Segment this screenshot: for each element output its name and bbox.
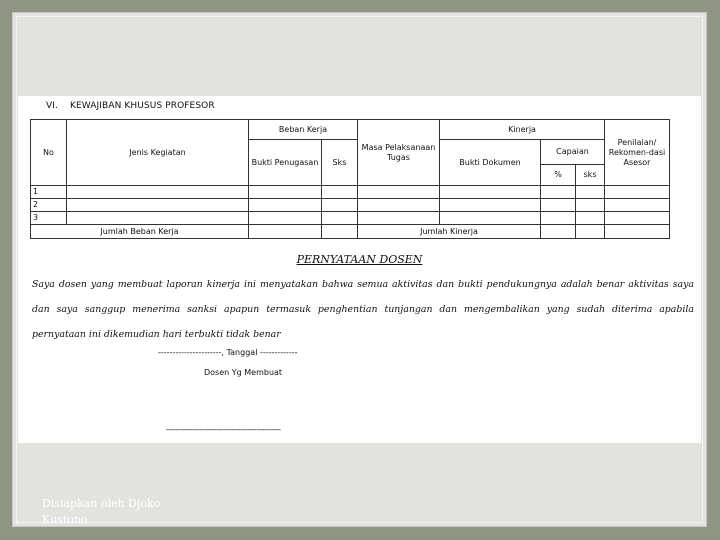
- total-kinerja: Jumlah Kinerja: [358, 225, 541, 239]
- statement-body: Saya dosen yang membuat laporan kinerja ini menyatakan bahwa semua aktivitas dan bukti pendukungnya adalah benar aktivitas saya dan saya sanggup menerima sanksi apapun termasuk penghentian tunjangan dan mengembalikan yang sudah diterima apabila pernyataan ini dikemudian hari terbukti tidak benar: [32, 279, 694, 340]
- header-bukti-penugasan: Bukti Penugasan: [249, 140, 322, 186]
- header-sks-capaian: sks: [576, 165, 605, 186]
- header-bukti-dokumen: Bukti Dokumen: [440, 140, 541, 186]
- signer-label: Dosen Yg Membuat: [204, 368, 283, 377]
- row-number: 1: [31, 186, 67, 199]
- row-number: 3: [31, 212, 67, 225]
- footer-credit: Disiapkan oleh Djoko Kustono: [42, 497, 161, 526]
- document-page: [18, 96, 701, 443]
- header-masa-pelaksanaan: Masa Pelaksanaan Tugas: [358, 120, 440, 186]
- kewajiban-table: [30, 119, 670, 239]
- section-title: KEWAJIBAN KHUSUS PROFESOR: [70, 101, 215, 111]
- total-beban-kerja: Jumlah Beban Kerja: [31, 225, 249, 239]
- row-number: 2: [31, 199, 67, 212]
- header-kinerja: Kinerja: [440, 120, 605, 140]
- signature-line: ------------------------------------------------: [166, 425, 281, 434]
- header-capaian: Capaian: [541, 140, 605, 165]
- header-penilaian: Penilaian/ Rekomen-dasi Asesor: [605, 120, 670, 186]
- section-heading: [46, 101, 215, 111]
- header-sks: Sks: [322, 140, 358, 186]
- section-number: VI.: [46, 101, 58, 111]
- header-jenis-kegiatan: Jenis Kegiatan: [67, 120, 249, 186]
- place-date-line: ----------------------, Tanggal -------------: [158, 348, 298, 357]
- header-beban-kerja: Beban Kerja: [249, 120, 358, 140]
- statement-title: PERNYATAAN DOSEN: [296, 253, 423, 266]
- header-no: No: [31, 120, 67, 186]
- header-percent: %: [541, 165, 576, 186]
